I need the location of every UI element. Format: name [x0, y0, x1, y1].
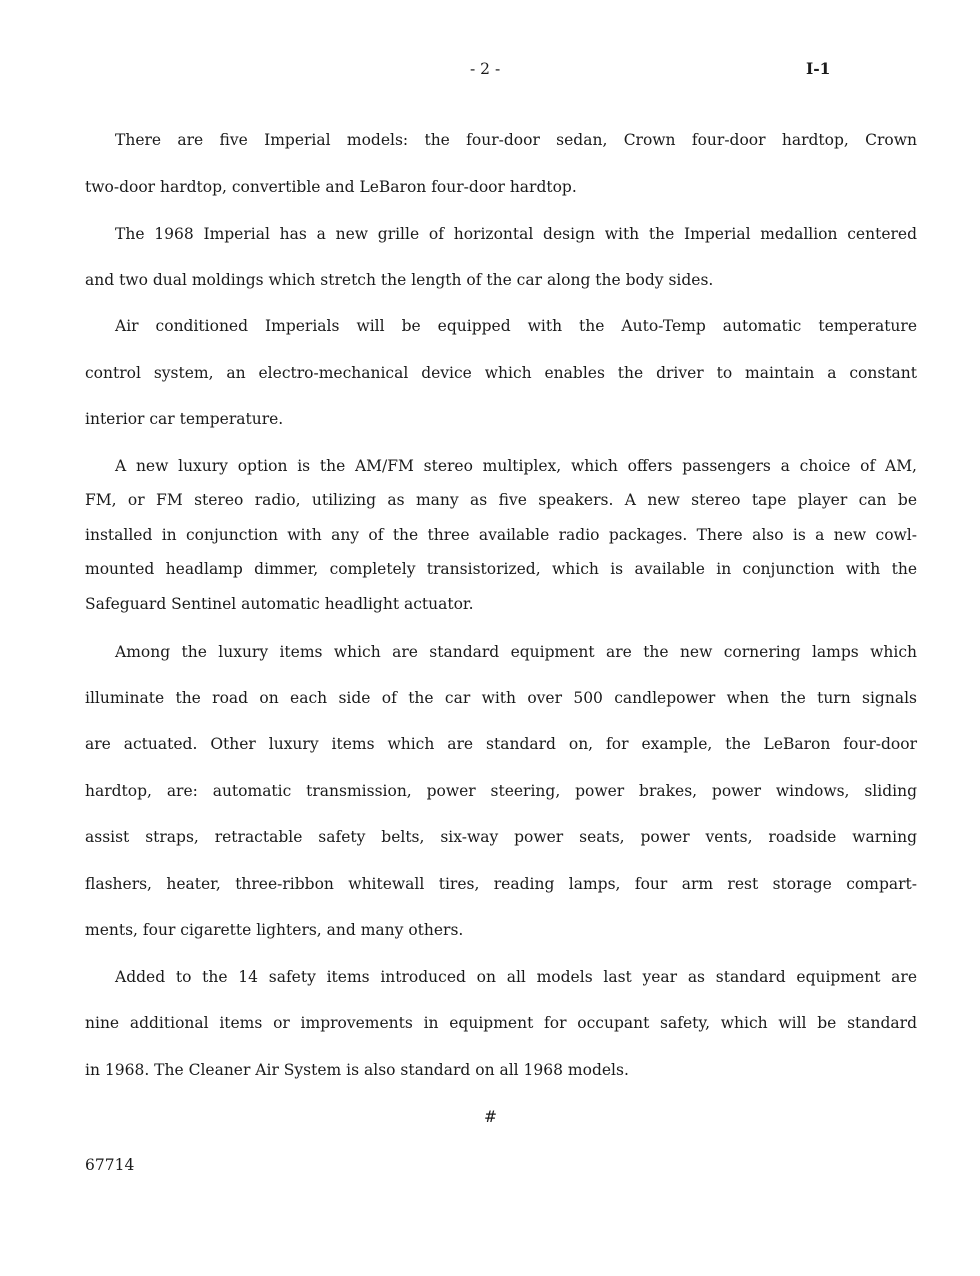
paragraph-2-line: The 1968 Imperial has a new grille of horizontal design with the Imperial medallion centered [115, 225, 917, 243]
paragraph-6-line: Added to the 14 safety items introduced on all models last year as standard equipment are [115, 968, 917, 986]
paragraph-5-line: flashers, heater, three-ribbon whitewall tires, reading lamps, four arm rest storage compart- [85, 875, 917, 893]
paragraph-3-line: interior car temperature. [85, 410, 284, 428]
paragraph-4-line: installed in conjunction with any of the three available radio packages. There also is a new cowl- [85, 526, 917, 544]
section-code: I-1 [806, 59, 831, 78]
paragraph-5-line: illuminate the road on each side of the car with over 500 candlepower when the turn signals [85, 689, 917, 707]
paragraph-3-line: control system, an electro-mechanical device which enables the driver to maintain a constant [85, 364, 917, 382]
page-number: - 2 - [470, 60, 501, 78]
paragraph-5-line: Among the luxury items which are standard equipment are the new cornering lamps which [115, 643, 917, 661]
paragraph-4-line: mounted headlamp dimmer, completely transistorized, which is available in conjunction with the [85, 560, 917, 578]
paragraph-5-line: are actuated. Other luxury items which are standard on, for example, the LeBaron four-door [85, 735, 917, 753]
footer-code: 67714 [85, 1156, 135, 1174]
paragraph-5-line: hardtop, are: automatic transmission, power steering, power brakes, power windows, sliding [85, 782, 917, 800]
paragraph-6-line: in 1968. The Cleaner Air System is also standard on all 1968 models. [85, 1061, 629, 1079]
paragraph-4-line: A new luxury option is the AM/FM stereo multiplex, which offers passengers a choice of AM, [115, 457, 917, 475]
paragraph-2-line: and two dual moldings which stretch the length of the car along the body sides. [85, 271, 714, 289]
paragraph-1-line: There are five Imperial models: the four-door sedan, Crown four-door hardtop, Crown [115, 131, 917, 149]
paragraph-5-line: ments, four cigarette lighters, and many others. [85, 921, 464, 939]
paragraph-6-line: nine additional items or improvements in equipment for occupant safety, which will be standard [85, 1014, 917, 1032]
paragraph-4-line: FM, or FM stereo radio, utilizing as many as five speakers. A new stereo tape player can be [85, 491, 917, 509]
paragraph-1-line: two-door hardtop, convertible and LeBaron four-door hardtop. [85, 178, 577, 196]
end-mark: # [484, 1108, 497, 1126]
paragraph-4-line: Safeguard Sentinel automatic headlight actuator. [85, 595, 474, 613]
paragraph-3-line: Air conditioned Imperials will be equipped with the Auto-Temp automatic temperature [115, 317, 917, 335]
paragraph-5-line: assist straps, retractable safety belts, six-way power seats, power vents, roadside warning [85, 828, 917, 846]
